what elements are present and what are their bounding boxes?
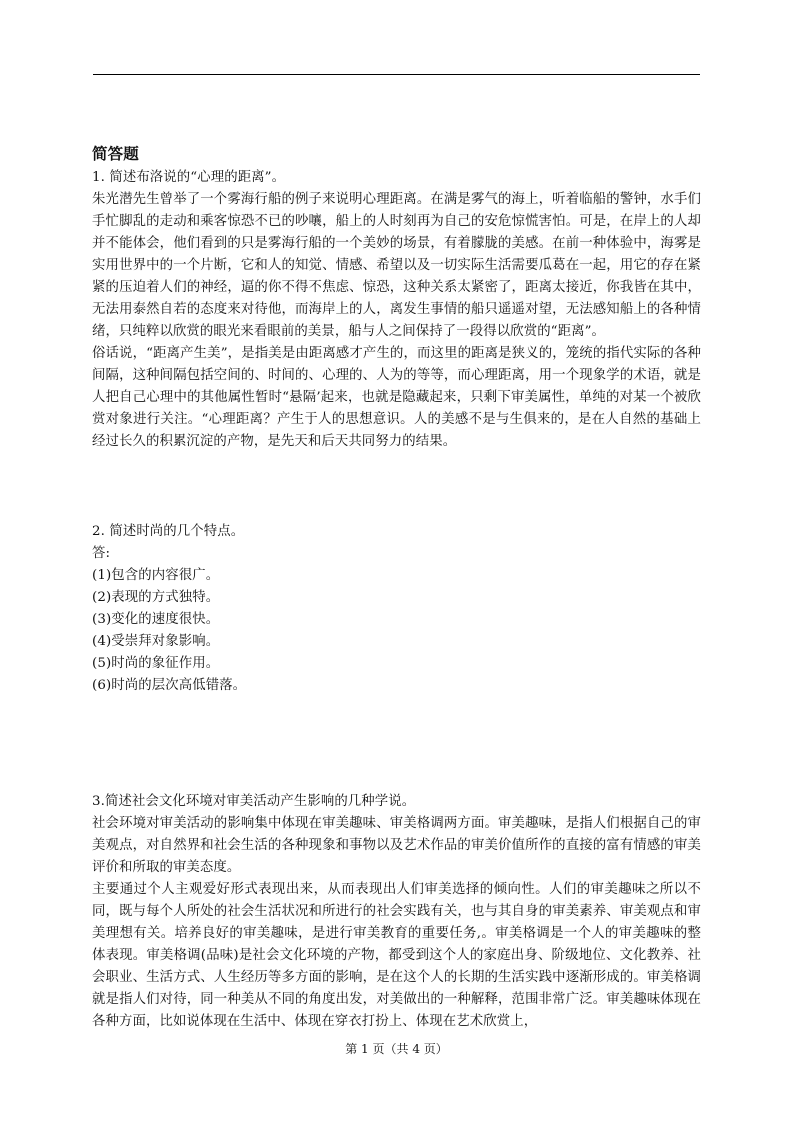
question-2-title: 2. 简述时尚的几个特点。 bbox=[92, 524, 245, 539]
list-item: (4)受崇拜对象影响。 bbox=[92, 634, 220, 649]
question-3-block bbox=[92, 791, 701, 1033]
page-footer: 第 1 页（共 4 页） bbox=[345, 1042, 448, 1056]
list-item: (3)变化的速度很快。 bbox=[92, 612, 220, 627]
answer-label: 答: bbox=[92, 546, 111, 561]
section-title: 简答题 bbox=[92, 145, 139, 163]
question-3-title: 3.简述社会文化环境对审美活动产生影响的几种学说。 bbox=[92, 794, 416, 809]
question-3-paragraph-2: 主要通过个人主观爱好形式表现出来，从而表现出人们审美选择的倾向性。人们的审美趣味之所以不同，既与每个人所处的社会生活状况和所进行的社会实践有关，也与其自身的审美素养、审美观点和审美理想有关。培养良好的审美趣味，是进行审美教育的重要任务,。审美格调是一个人的审美趣味的整体表现。审美格调(品味)是社会文化环境的产物，都受到这个人的家庭出身、阶级地位、文化教养、社会职业、生活方式、人生经历等多方面的影响，是在这个人的长期的生活实践中逐渐形成的。审美格调就是指人们对待，同一种美从不同的角度出发，对美做出的一种解释，范围非常广泛。审美趣味体现在各种方面，比如说体现在生活中、体现在穿衣打扮上、体现在艺术欣赏上， bbox=[92, 882, 701, 1029]
question-2-block bbox=[92, 521, 701, 697]
question-2-answer-list bbox=[92, 565, 701, 697]
list-item: (5)时尚的象征作用。 bbox=[92, 656, 220, 671]
header-rule bbox=[93, 74, 700, 75]
list-item: (6)时尚的层次高低错落。 bbox=[92, 678, 247, 693]
question-1-paragraph-2: 俗话说，“距离产生美”，是指美是由距离感才产生的，而这里的距离是狭义的，笼统的指代实际的各种间隔，这种间隔包括空间的、时间的、心理的、人为的等等，而心理距离，用一个现象学的术语，就是人把自己心理中的其他属性暂时“悬隔’起来，也就是隐藏起来，只剩下审美属性，单纯的对某一个被欣赏对象进行关注。“心理距离？产生于人的思想意识。人的美感不是与生俱来的，是在人自然的基础上经过长久的积累沉淀的产物，是先天和后天共同努力的结果。 bbox=[92, 346, 701, 449]
question-3-paragraph-1: 社会环境对审美活动的影响集中体现在审美趣味、审美格调两方面。审美趣味，是指人们根据自己的审美观点，对自然界和社会生活的各种现象和事物以及艺术作品的审美价值所作的直接的富有情感的审美评价和所取的审美态度。 bbox=[92, 816, 701, 875]
question-1-block bbox=[92, 141, 701, 453]
question-1-title: 1. 简述布洛说的“心理的距离”。 bbox=[92, 170, 286, 185]
question-1-paragraph-1: 朱光潜先生曾举了一个雾海行船的例子来说明心理距离。在满是雾气的海上，听着临船的警钟，水手们手忙脚乱的走动和乘客惊恐不已的吵嚷，船上的人时刻再为自己的安危惊慌害怕。可是，在岸上的人却并不能体会，他们看到的只是雾海行船的一个美妙的场景，有着朦胧的美感。在前一种体验中，海雾是实用世界中的一个片断，它和人的知觉、情感、希望以及一切实际生活需要瓜葛在一起，用它的存在紧紧的压迫着人们的神经，逼的你不得不焦虑、惊恐，这种关系太紧密了，距离太接近，你我皆在其中，无法用泰然自若的态度来对待他，而海岸上的人，离发生事情的船只遥遥对望，无法感知船上的各种情绪，只纯粹以欣赏的眼光来看眼前的美景，船与人之间保持了一段得以欣赏的“距离”。 bbox=[92, 192, 701, 339]
list-item: (2)表现的方式独特。 bbox=[92, 590, 220, 605]
list-item: (1)包含的内容很广。 bbox=[92, 568, 220, 583]
